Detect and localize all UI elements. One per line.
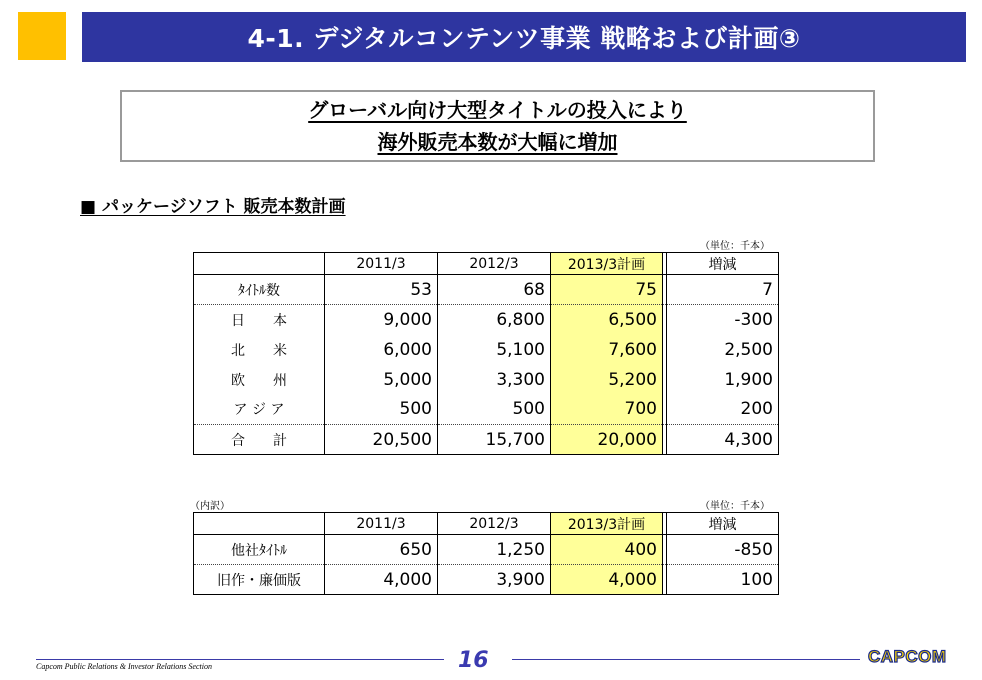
cell-fy2013-plan: 75 (551, 275, 663, 305)
header-fy2011: 2011/3 (325, 253, 438, 275)
cell-fy2012: 3,900 (438, 565, 551, 595)
cell-change: -300 (734, 309, 773, 330)
row-label: 他社ﾀｲﾄﾙ (194, 535, 325, 565)
cell-change: 4,300 (724, 429, 773, 450)
cell-fy2012: 6,800 (438, 305, 551, 335)
cell-fy2011: 53 (325, 275, 438, 305)
footer-section-text: Capcom Public Relations & Investor Relations Section (36, 662, 212, 671)
cell-fy2011: 5,000 (325, 365, 438, 395)
cell-fy2013-plan: 4,000 (551, 565, 663, 595)
cell-change: 100 (740, 569, 773, 590)
table-header-row (194, 513, 779, 535)
breakdown-table (193, 512, 779, 595)
table-row (194, 335, 779, 365)
table1-unit-label: （単位：千本） (700, 241, 770, 252)
footer-divider-left (36, 659, 444, 660)
cell-fy2011: 500 (325, 395, 438, 425)
table-total-row (194, 425, 779, 455)
page-number: 16 (458, 648, 489, 673)
cell-change: 1,900 (724, 369, 773, 390)
table-row (194, 305, 779, 335)
header-blank (194, 253, 325, 275)
cell-fy2012: 1,250 (438, 535, 551, 565)
header-fy2012: 2012/3 (438, 253, 551, 275)
header-fy2013-plan: 2013/3計画 (551, 513, 663, 535)
subtitle-box (120, 90, 875, 162)
breakdown-label: （内訳） (190, 501, 230, 512)
cell-fy2013-plan: 700 (551, 395, 663, 425)
cell-fy2013-plan: 6,500 (551, 305, 663, 335)
cell-fy2013-plan: 7,600 (551, 335, 663, 365)
row-label: 北 米 (194, 335, 325, 365)
row-label: ア ジ ア (194, 395, 325, 425)
row-label: 旧作・廉価版 (194, 565, 325, 595)
row-label: 日 本 (194, 305, 325, 335)
cell-fy2011: 9,000 (325, 305, 438, 335)
cell-fy2013-plan: 5,200 (551, 365, 663, 395)
row-label: ﾀｲﾄﾙ数 (194, 275, 325, 305)
cell-change: 2,500 (724, 339, 773, 360)
table-row (194, 365, 779, 395)
header-fy2012: 2012/3 (438, 513, 551, 535)
corner-accent-square (18, 12, 66, 60)
table-row (194, 565, 779, 595)
header-fy2011: 2011/3 (325, 513, 438, 535)
cell-fy2011: 4,000 (325, 565, 438, 595)
subtitle-line-2: 海外販売本数が大幅に増加 (377, 130, 618, 154)
page-title: 4-1. デジタルコンテンツ事業 戦略および計画③ (82, 12, 966, 62)
header-change: 増減 (667, 513, 779, 535)
cell-fy2013-plan: 20,000 (551, 425, 663, 455)
cell-fy2011: 6,000 (325, 335, 438, 365)
cell-fy2012: 15,700 (438, 425, 551, 455)
cell-fy2012: 500 (438, 395, 551, 425)
cell-fy2011: 650 (325, 535, 438, 565)
section-heading: ■ パッケージソフト 販売本数計画 (80, 197, 346, 217)
header-fy2013-plan: 2013/3計画 (551, 253, 663, 275)
cell-change: 7 (667, 275, 779, 305)
capcom-logo: CAPCOM (868, 647, 947, 666)
cell-change: 200 (667, 395, 779, 425)
footer-divider-right (512, 659, 860, 660)
table2-unit-label: （単位：千本） (700, 501, 770, 512)
cell-fy2012: 5,100 (438, 335, 551, 365)
row-label: 合 計 (194, 425, 325, 455)
table-row (194, 535, 779, 565)
header-change: 増減 (667, 253, 779, 275)
cell-fy2013-plan: 400 (551, 535, 663, 565)
sales-plan-table (193, 252, 779, 455)
cell-change: -850 (667, 535, 779, 565)
subtitle-line-1: グローバル向け大型タイトルの投入により (308, 98, 687, 122)
row-label: 欧 州 (194, 365, 325, 395)
table-header-row (194, 253, 779, 275)
cell-fy2011: 20,500 (325, 425, 438, 455)
table-row (194, 275, 779, 305)
cell-fy2012: 68 (438, 275, 551, 305)
header-blank (194, 513, 325, 535)
cell-fy2012: 3,300 (438, 365, 551, 395)
table-row (194, 395, 779, 425)
